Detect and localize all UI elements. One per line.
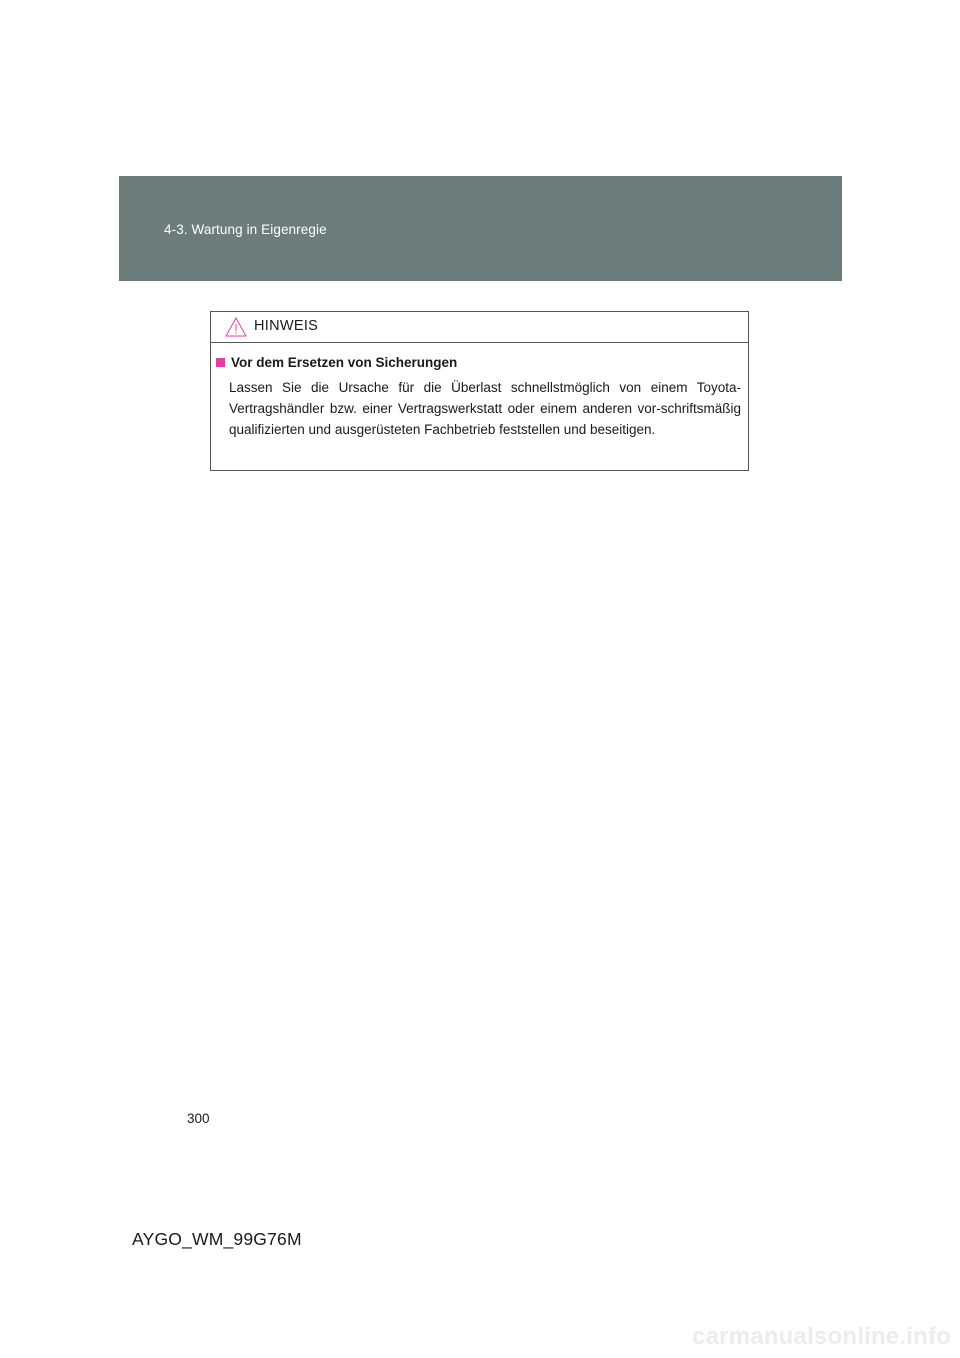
section-title: 4-3. Wartung in Eigenregie <box>164 222 327 237</box>
watermark: carmanualsonline.info <box>692 1323 951 1350</box>
page-number: 300 <box>187 1111 210 1126</box>
notice-box <box>210 311 749 471</box>
notice-header <box>211 312 748 343</box>
chapter-header-band <box>119 176 842 281</box>
notice-item-heading-row <box>215 355 741 370</box>
notice-item-text: Lassen Sie die Ursache für die Überlast schnellstmöglich von einem Toyota-Vertragshändler bzw. einer Vertragswerkstatt oder einem anderen vor-schriftsmäßig qualifizierten und ausgerüsteten Fachbetrieb feststellen und beseitigen. <box>229 380 741 437</box>
bullet-square-icon <box>216 358 225 367</box>
notice-label: HINWEIS <box>254 318 319 334</box>
document-code: AYGO_WM_99G76M <box>132 1229 302 1249</box>
notice-body <box>211 343 748 440</box>
notice-item-heading: Vor dem Ersetzen von Sicherungen <box>231 355 458 370</box>
warning-triangle-icon <box>225 317 247 337</box>
